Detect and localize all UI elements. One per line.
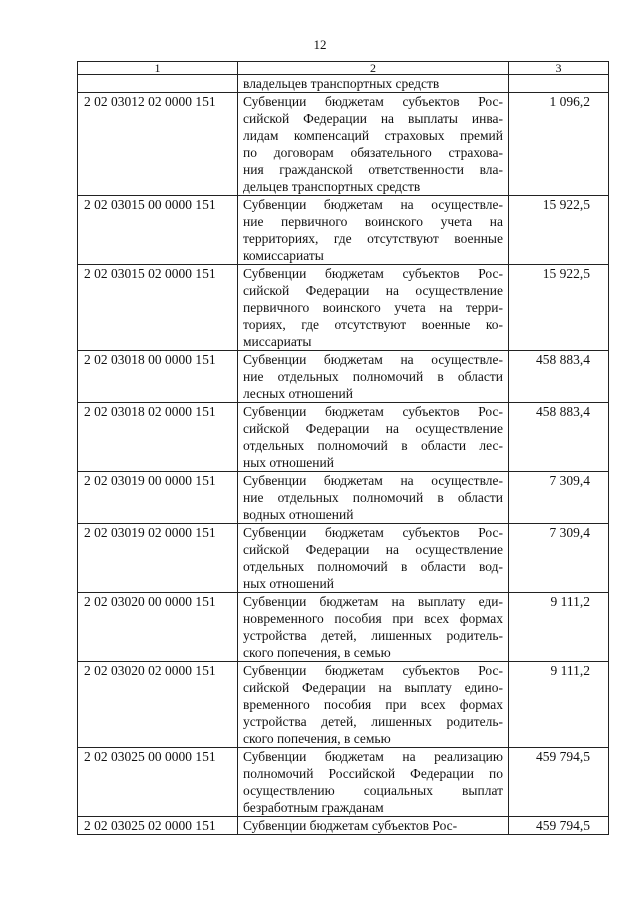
revenue-name-line: Субвенции бюджетам субъектов Рос- [243,404,503,419]
revenue-name-line: ние отдельных полномочий в области [243,369,503,384]
revenue-name-line: территориях, где отсутствуют военные [243,231,503,246]
budget-code-cell: 2 02 03018 02 0000 151 [78,403,238,472]
revenue-name-line: Субвенции бюджетам на осуществле- [243,352,503,367]
revenue-table [77,61,609,835]
budget-code-cell: 2 02 03020 02 0000 151 [78,662,238,748]
revenue-name-line: сийской Федерации на осуществление [243,283,503,298]
revenue-name-cell [238,75,509,93]
revenue-name-line: отдельных полномочий в области вод- [243,559,503,574]
revenue-name-cell [238,265,509,351]
revenue-name-line: первичного воинского учета на терри- [243,300,503,315]
revenue-name-line: осуществлению социальных выплат [243,783,503,798]
table-row [78,817,609,835]
revenue-name-line: новременного пособия при всех формах [243,611,503,626]
table-row [78,75,609,93]
amount-cell: 1 096,2 [509,93,609,196]
revenue-name-line: Субвенции бюджетам на осуществле- [243,473,503,488]
revenue-name-line: Субвенции бюджетам на осуществле- [243,197,503,212]
table-body [78,62,609,835]
revenue-name-line: ных отношений [243,455,334,470]
revenue-name-cell [238,662,509,748]
budget-code-cell: 2 02 03025 00 0000 151 [78,748,238,817]
revenue-name-line: Субвенции бюджетам субъектов Рос- [243,266,503,281]
budget-code-cell: 2 02 03012 02 0000 151 [78,93,238,196]
budget-code-cell: 2 02 03019 00 0000 151 [78,472,238,524]
table-row [78,662,609,748]
revenue-name-line: Субвенции бюджетам субъектов Рос- [243,94,503,109]
amount-cell: 15 922,5 [509,196,609,265]
revenue-name-line: Субвенции бюджетам субъектов Рос- [243,525,503,540]
revenue-name-line: дельцев транспортных средств [243,179,421,194]
revenue-name-line: ского попечения, в семью [243,731,391,746]
revenue-name-line: безработным гражданам [243,800,384,815]
revenue-name-line: ния гражданской ответственности вла- [243,162,503,177]
amount-cell: 458 883,4 [509,351,609,403]
revenue-name-line: лидам компенсаций страховых премий [243,128,503,143]
table-row [78,748,609,817]
revenue-name-line: Субвенции бюджетам на выплату еди- [243,594,503,609]
revenue-name-line: отдельных полномочий в области лес- [243,438,503,453]
budget-code-cell: 2 02 03015 00 0000 151 [78,196,238,265]
revenue-name-line: Субвенции бюджетам на реализацию [243,749,503,764]
revenue-name-cell [238,748,509,817]
amount-cell: 9 111,2 [509,662,609,748]
revenue-name-line: по договорам обязательного страхова- [243,145,503,160]
amount-cell: 459 794,5 [509,748,609,817]
revenue-name-line: Субвенции бюджетам субъектов Рос- [243,663,503,678]
revenue-name-cell [238,403,509,472]
budget-code-cell: 2 02 03018 00 0000 151 [78,351,238,403]
table-row [78,403,609,472]
amount-cell: 9 111,2 [509,593,609,662]
revenue-name-line: водных отношений [243,507,354,522]
revenue-name-line: лесных отношений [243,386,353,401]
revenue-name-cell [238,817,509,835]
revenue-name-line: сийской Федерации на выплату едино- [243,680,503,695]
revenue-name-cell [238,593,509,662]
revenue-name-line: Субвенции бюджетам субъектов Рос- [243,818,458,833]
revenue-name-line: полномочий Российской Федерации по [243,766,503,781]
revenue-name-line: сийской Федерации на осуществление [243,542,503,557]
amount-cell: 15 922,5 [509,265,609,351]
table-row [78,265,609,351]
page-number: 12 [313,37,327,52]
revenue-name-line: ние первичного воинского учета на [243,214,503,229]
revenue-name-line: устройства детей, лишенных родитель- [243,628,503,643]
amount-cell: 459 794,5 [509,817,609,835]
revenue-name-line: ского попечения, в семью [243,645,391,660]
revenue-name-line: временного пособия при всех формах [243,697,503,712]
table-row [78,593,609,662]
revenue-name-cell [238,196,509,265]
revenue-name-cell [238,524,509,593]
revenue-name-line: ных отношений [243,576,334,591]
revenue-name-cell [238,93,509,196]
revenue-name-line: сийской Федерации на выплаты инва- [243,111,503,126]
column-header-2: 2 [238,62,509,75]
table-row [78,196,609,265]
revenue-name-line: сийской Федерации на осуществление [243,421,503,436]
table-header-row [78,62,609,75]
revenue-name-cell [238,351,509,403]
revenue-name-cell [238,472,509,524]
revenue-name-line: ториях, где отсутствуют военные ко- [243,317,503,332]
revenue-name-line: владельцев транспортных средств [243,76,440,91]
budget-code-cell: 2 02 03015 02 0000 151 [78,265,238,351]
revenue-name-line: ние отдельных полномочий в области [243,490,503,505]
budget-code-cell: 2 02 03020 00 0000 151 [78,593,238,662]
amount-cell: 458 883,4 [509,403,609,472]
budget-code-cell: 2 02 03019 02 0000 151 [78,524,238,593]
revenue-name-line: устройства детей, лишенных родитель- [243,714,503,729]
budget-code-cell [78,75,238,93]
amount-cell [509,75,609,93]
column-header-3: 3 [509,62,609,75]
revenue-name-line: комиссариаты [243,248,324,263]
amount-cell: 7 309,4 [509,524,609,593]
amount-cell: 7 309,4 [509,472,609,524]
table-row [78,524,609,593]
table-row [78,351,609,403]
budget-code-cell: 2 02 03025 02 0000 151 [78,817,238,835]
column-header-1: 1 [78,62,238,75]
revenue-name-line: миссариаты [243,334,312,349]
table-row [78,472,609,524]
table-row [78,93,609,196]
